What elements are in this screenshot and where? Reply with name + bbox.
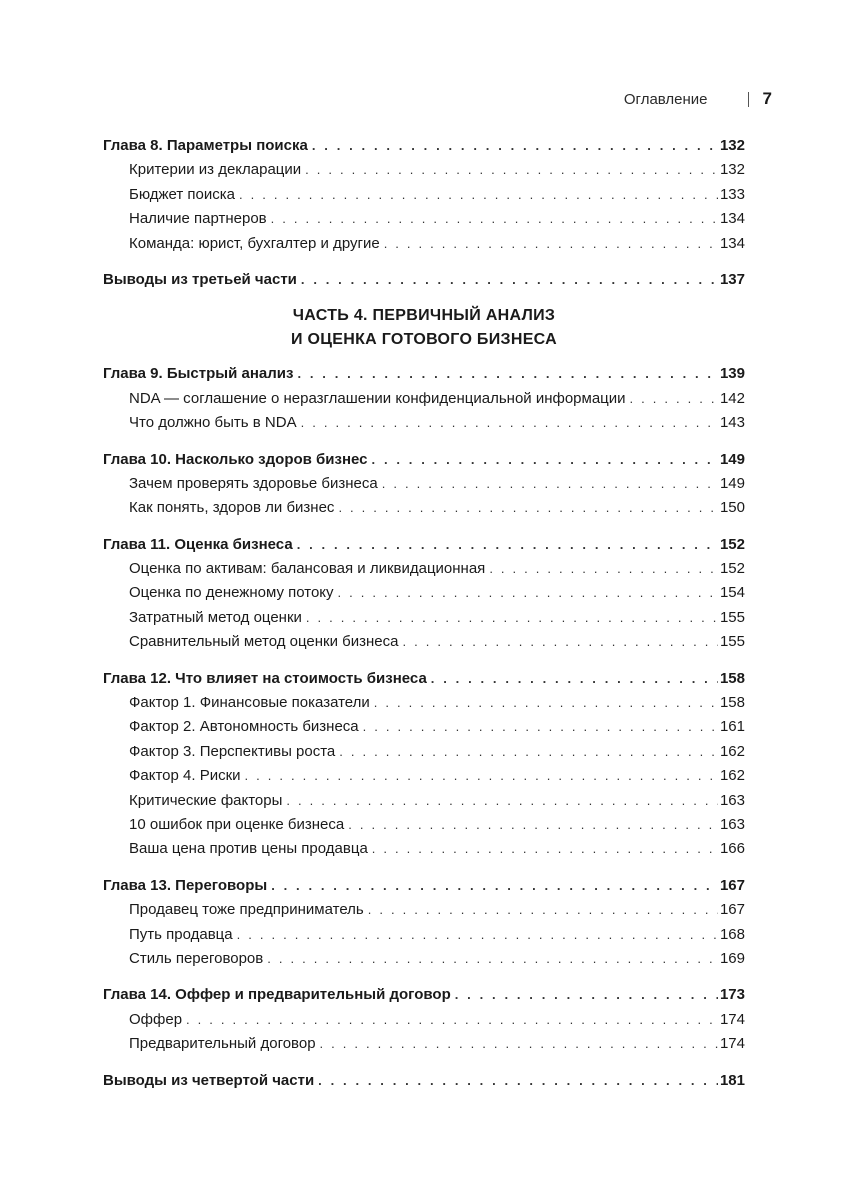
toc-entry-title: Критические факторы — [129, 791, 283, 809]
toc-subentry[interactable] — [103, 496, 745, 520]
toc-entry-title: Стиль переговоров — [129, 949, 264, 967]
dot-leader — [186, 1008, 718, 1032]
toc-chapter-12[interactable] — [103, 667, 745, 691]
toc-entry-title: Что должно быть в NDA — [129, 414, 297, 432]
dot-leader — [384, 232, 718, 256]
toc-subentry[interactable] — [103, 472, 745, 496]
dot-leader — [318, 1069, 718, 1093]
toc-entry-page: 134 — [719, 210, 745, 228]
toc-entry-title: Как понять, здоров ли бизнес — [129, 499, 335, 517]
section-title: Оглавление — [623, 90, 708, 108]
toc-subentry[interactable] — [103, 837, 745, 861]
header-divider — [748, 92, 749, 107]
toc-chapter-13[interactable] — [103, 874, 745, 898]
dot-leader — [306, 606, 718, 630]
toc-subentry[interactable] — [103, 764, 745, 788]
toc-entry-title: Наличие партнеров — [129, 210, 267, 228]
dot-leader — [239, 183, 718, 207]
toc-entry-page: 143 — [719, 414, 745, 432]
part-heading-line: ЧАСТЬ 4. ПЕРВИЧНЫЙ АНАЛИЗ — [292, 307, 556, 325]
dot-leader — [245, 764, 718, 788]
toc-subentry[interactable] — [103, 606, 745, 630]
toc-entry-title: Фактор 2. Автономность бизнеса — [129, 718, 359, 736]
toc-entry-title: Оффер — [129, 1010, 183, 1028]
toc-entry-page: 137 — [719, 270, 745, 288]
toc-entry-title: Глава 11. Оценка бизнеса — [103, 535, 293, 553]
toc-entry-page: 174 — [719, 1035, 745, 1053]
toc-entry-page: 173 — [719, 986, 745, 1004]
toc-entry-title: Предварительный договор — [129, 1035, 316, 1053]
toc-subentry[interactable] — [103, 411, 745, 435]
toc-entry-page: 158 — [719, 694, 745, 712]
toc-entry-title: Глава 8. Параметры поиска — [103, 137, 308, 154]
toc-subentry[interactable] — [103, 947, 745, 971]
toc-entry-page: 134 — [719, 234, 745, 252]
toc-entry-title: Выводы из третьей части — [103, 270, 297, 288]
dot-leader — [237, 923, 718, 947]
part-4-heading — [103, 304, 745, 352]
dot-leader — [431, 667, 718, 691]
toc-entry-title: Команда: юрист, бухгалтер и другие — [129, 234, 380, 252]
toc-subentry[interactable] — [103, 813, 745, 837]
toc-entry-page: 167 — [719, 901, 745, 919]
running-header — [624, 88, 772, 110]
toc-subentry[interactable] — [103, 207, 745, 231]
dot-leader — [630, 387, 718, 411]
toc-entry-title: Путь продавца — [129, 925, 233, 943]
toc-entry-page: 139 — [719, 365, 745, 383]
dot-leader — [338, 496, 718, 520]
toc-entry-title: 10 ошибок при оценке бизнеса — [129, 815, 345, 833]
toc-entry-title: Продавец тоже предприниматель — [129, 901, 364, 919]
toc-entry-title: Затратный метод оценки — [129, 608, 302, 626]
spacer — [103, 521, 745, 533]
toc-entry-title: Фактор 1. Финансовые показатели — [129, 694, 370, 712]
toc-subentry[interactable] — [103, 789, 745, 813]
dot-leader — [297, 533, 718, 557]
toc-subentry[interactable] — [103, 715, 745, 739]
toc-subentry[interactable] — [103, 581, 745, 605]
toc-entry-page: 155 — [719, 633, 745, 651]
dot-leader — [489, 557, 718, 581]
toc-entry-page: 142 — [719, 389, 745, 407]
toc-entry-title: Выводы из четвертой части — [103, 1071, 315, 1089]
toc-entry-page: 174 — [719, 1010, 745, 1028]
toc-entry-title: Глава 13. Переговоры — [103, 876, 268, 894]
toc-subentry[interactable] — [103, 1008, 745, 1032]
toc-entry-title: Сравнительный метод оценки бизнеса — [129, 633, 399, 651]
toc-entry-page: 167 — [719, 876, 745, 894]
dot-leader — [402, 630, 717, 654]
toc-entry-page: 152 — [719, 560, 745, 578]
toc-subentry[interactable] — [103, 923, 745, 947]
dot-leader — [338, 581, 718, 605]
toc-entry-page: 158 — [719, 669, 745, 687]
dot-leader — [271, 874, 718, 898]
dot-leader — [374, 691, 718, 715]
toc-entry-page: 169 — [719, 949, 745, 967]
toc-entry-page: 161 — [719, 718, 745, 736]
toc-entry-title: Зачем проверять здоровье бизнеса — [129, 474, 378, 492]
page-number: 7 — [762, 89, 772, 108]
toc-entry-page: 181 — [719, 1071, 745, 1089]
toc-entry-title: Ваша цена против цены продавца — [129, 840, 368, 858]
dot-leader — [305, 158, 718, 182]
toc-subentry[interactable] — [103, 1032, 745, 1056]
dot-leader — [368, 898, 718, 922]
toc-entry-page: 132 — [719, 137, 745, 154]
toc-conclusion-part-4[interactable] — [103, 1069, 745, 1093]
dot-leader — [455, 983, 718, 1007]
part-heading-line: И ОЦЕНКА ГОТОВОГО БИЗНЕСА — [290, 331, 557, 349]
toc-entry-page: 154 — [719, 584, 745, 602]
spacer — [103, 256, 745, 268]
toc-chapter-11[interactable] — [103, 533, 745, 557]
dot-leader — [320, 1032, 718, 1056]
toc-entry-page: 163 — [719, 815, 745, 833]
dot-leader — [339, 740, 718, 764]
toc-entry-page: 155 — [719, 608, 745, 626]
dot-leader — [267, 947, 718, 971]
dot-leader — [363, 715, 718, 739]
spacer — [103, 862, 745, 874]
toc-entry-page: 163 — [719, 791, 745, 809]
toc-entry-title: Оценка по денежному потоку — [129, 584, 334, 602]
dot-leader — [286, 789, 718, 813]
toc-entry-page: 149 — [719, 450, 745, 468]
toc-entry-title: Глава 14. Оффер и предварительный договор — [103, 986, 451, 1004]
toc-entry-title: NDA — соглашение о неразглашении конфиденциальной информации — [129, 389, 626, 407]
toc-chapter-8[interactable] — [103, 134, 745, 158]
toc-entry-title: Глава 12. Что влияет на стоимость бизнеса — [103, 669, 427, 687]
toc-subentry[interactable] — [103, 740, 745, 764]
toc-chapter-10[interactable] — [103, 448, 745, 472]
spacer — [103, 655, 745, 667]
toc-subentry[interactable] — [103, 387, 745, 411]
toc-entry-page: 149 — [719, 474, 745, 492]
toc-entry-title: Глава 9. Быстрый анализ — [103, 365, 294, 383]
toc-subentry[interactable] — [103, 898, 745, 922]
toc-entry-page: 150 — [719, 499, 745, 517]
dot-leader — [271, 207, 718, 231]
toc-subentry[interactable] — [103, 557, 745, 581]
toc-subentry[interactable] — [103, 158, 745, 182]
toc-entry-page: 132 — [719, 161, 745, 179]
dot-leader — [348, 813, 718, 837]
spacer — [103, 971, 745, 983]
toc-entry-title: Фактор 4. Риски — [129, 767, 241, 785]
toc-entry-title: Фактор 3. Перспективы роста — [129, 742, 336, 760]
table-of-contents — [103, 134, 745, 1093]
toc-entry-title: Критерии из декларации — [129, 161, 302, 179]
dot-leader — [297, 362, 718, 386]
toc-subentry[interactable] — [103, 232, 745, 256]
toc-entry-page: 162 — [719, 742, 745, 760]
toc-subentry[interactable] — [103, 630, 745, 654]
dot-leader — [301, 268, 718, 292]
toc-entry-page: 162 — [719, 767, 745, 785]
toc-subentry[interactable] — [103, 691, 745, 715]
toc-entry-title: Глава 10. Насколько здоров бизнес — [103, 450, 368, 468]
toc-entry-page: 133 — [719, 185, 745, 203]
toc-entry-page: 168 — [719, 925, 745, 943]
dot-leader — [382, 472, 718, 496]
toc-entry-page: 166 — [719, 840, 745, 858]
toc-chapter-14[interactable] — [103, 983, 745, 1007]
toc-entry-page: 152 — [719, 535, 745, 553]
dot-leader — [312, 134, 718, 158]
dot-leader — [301, 411, 718, 435]
dot-leader — [372, 448, 718, 472]
toc-chapter-9[interactable] — [103, 362, 745, 386]
toc-conclusion-part-3[interactable] — [103, 268, 745, 292]
toc-subentry[interactable] — [103, 183, 745, 207]
dot-leader — [372, 837, 718, 861]
spacer — [103, 1057, 745, 1069]
spacer — [103, 436, 745, 448]
toc-entry-title: Бюджет поиска — [129, 185, 236, 203]
toc-entry-title: Оценка по активам: балансовая и ликвидационная — [129, 560, 486, 578]
